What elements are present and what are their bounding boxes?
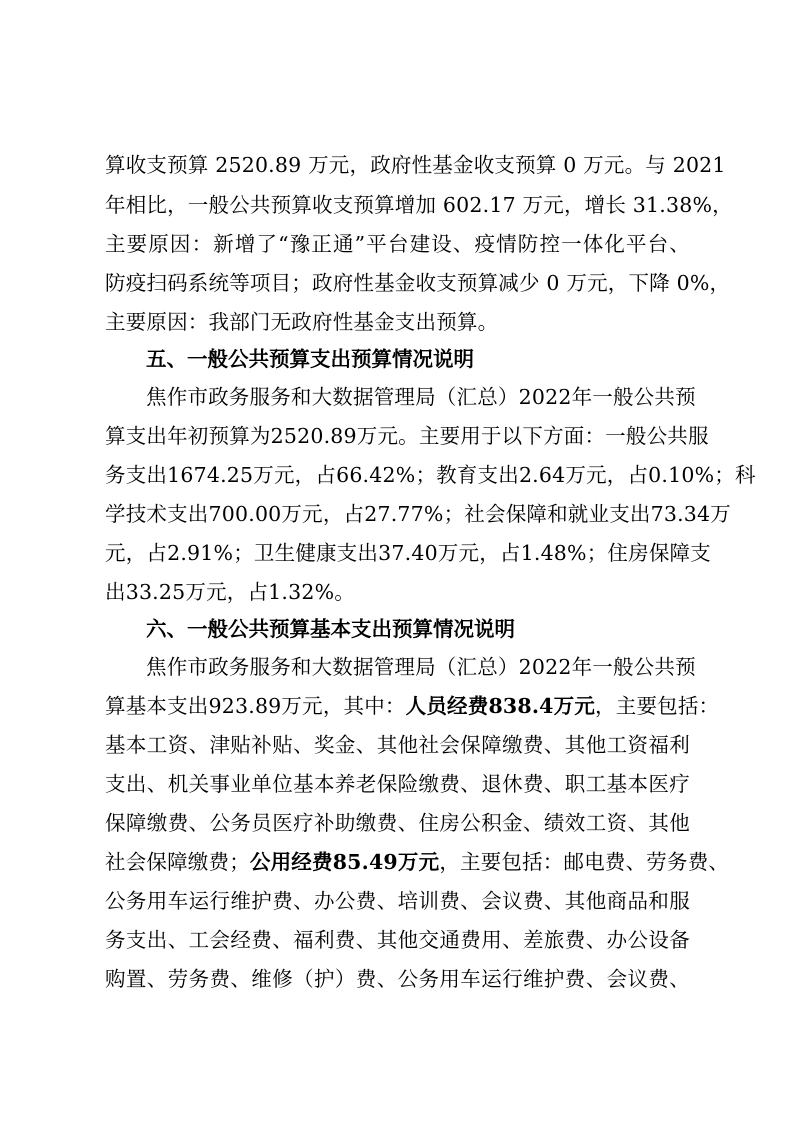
public-expense-emphasis: 公用经费85.49万元 [249, 850, 440, 874]
paragraph-line: 出33.25万元，占1.32%。 [105, 580, 356, 604]
paragraph-line: 务支出1674.25万元，占66.42%；教育支出2.64万元，占0.10%；科 [105, 463, 756, 487]
section-heading-6: 六、一般公共预算基本支出预算情况说明 [146, 617, 515, 641]
text-run: ，主要包括： [595, 694, 720, 718]
paragraph-line [105, 847, 730, 877]
text-run: 社会保障缴费； [105, 850, 250, 874]
paragraph-line: 主要原因：我部门无政府性基金支出预算。 [105, 310, 499, 334]
paragraph-line: 算收支预算 2520.89 万元，政府性基金收支预算 0 万元。与 2021 [105, 153, 726, 177]
paragraph-line: 支出、机关事业单位基本养老保险缴费、退休费、职工基本医疗 [105, 772, 690, 796]
paragraph-line: 保障缴费、公务员医疗补助缴费、住房公积金、绩效工资、其他 [105, 811, 690, 835]
personnel-expense-emphasis: 人员经费838.4万元 [405, 694, 596, 718]
paragraph-line: 焦作市政务服务和大数据管理局（汇总）2022年一般公共预 [146, 385, 696, 409]
paragraph-line: 算支出年初预算为2520.89万元。主要用于以下方面：一般公共服 [105, 424, 709, 448]
section-heading-5: 五、一般公共预算支出预算情况说明 [146, 347, 474, 371]
paragraph-line: 主要原因：新增了“豫正通”平台建设、疫情防控一体化平台、 [105, 232, 690, 256]
paragraph-line: 购置、劳务费、维修（护）费、公务用车运行维护费、会议费、 [105, 967, 690, 991]
paragraph-line: 防疫扫码系统等项目；政府性基金收支预算减少 0 万元，下降 0%， [105, 271, 731, 295]
paragraph-line: 焦作市政务服务和大数据管理局（汇总）2022年一般公共预 [146, 655, 696, 679]
paragraph-line: 务支出、工会经费、福利费、其他交通费用、差旅费、办公设备 [105, 928, 690, 952]
paragraph-line: 公务用车运行维护费、办公费、培训费、会议费、其他商品和服 [105, 889, 690, 913]
paragraph-line: 年相比，一般公共预算收支预算增加 602.17 万元，增长 31.38%， [105, 193, 733, 217]
paragraph-line: 基本工资、津贴补贴、奖金、其他社会保障缴费、其他工资福利 [105, 733, 690, 757]
paragraph-line: 学技术支出700.00万元，占27.77%；社会保障和就业支出73.34万 [105, 502, 731, 526]
paragraph-line: 元，占2.91%；卫生健康支出37.40万元，占1.48%；住房保障支 [105, 541, 711, 565]
text-run: 算基本支出923.89万元，其中： [105, 694, 406, 718]
text-run: ，主要包括：邮电费、劳务费、 [439, 850, 730, 874]
paragraph-line [105, 691, 720, 721]
